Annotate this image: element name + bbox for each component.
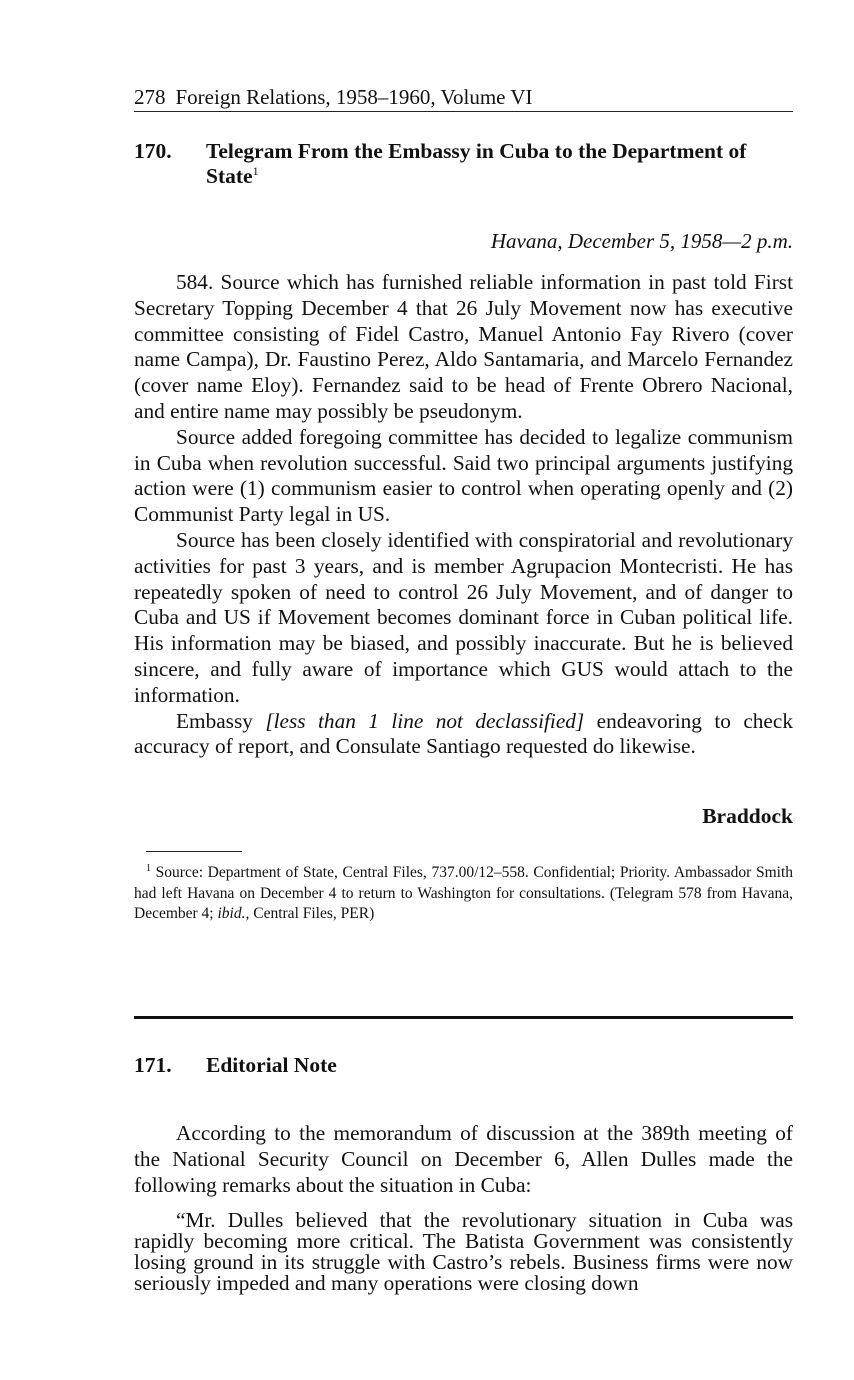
footnote-text: Source: Department of State, Central Files, 737.00/12–558. Confidential; Priority. Ambassador Smith had left Havana on December 4 to return to Washington for consultations. (Telegram 578 from Havana, December 4;: [134, 864, 794, 923]
paragraph: [134, 709, 793, 761]
page-number: 278: [134, 85, 166, 109]
document-number: 170.: [134, 139, 172, 163]
signature: Braddock: [702, 804, 793, 828]
volume-title: Foreign Relations, 1958–1960, Volume VI: [175, 85, 533, 109]
quotation: [134, 1210, 793, 1294]
paragraph-text: Embassy: [176, 708, 253, 733]
document-title: Editorial Note: [206, 1053, 337, 1077]
footnote: [134, 859, 793, 925]
paragraph: 584. Source which has furnished reliable information in past told First Secretary Topping December 4 that 26 July Movement now has executive committee consisting of Fidel Castro, Manuel Antonio Fay Rivero (cover name Campa), Dr. Faustino Perez, Aldo Santamaria, and Marcelo Fernandez (cover name Eloy). Fernandez said to be head of Frente Obrero Nacional, and entire name may possibly be pseudonym.: [134, 270, 793, 423]
section-divider: [134, 1016, 793, 1019]
dateline: Havana, December 5, 1958—2 p.m.: [490, 229, 793, 253]
footnote-ref: 1: [252, 163, 259, 178]
telegram-body: [134, 270, 793, 760]
footnote-text: , Central Files, PER): [245, 905, 375, 923]
running-head: [134, 84, 793, 112]
paragraph: Source added foregoing committee has decided to legalize communism in Cuba when revolution successful. Said two principal arguments justifying action were (1) communism easier to control when operating openly and (2) Communist Party legal in US.: [134, 424, 793, 527]
document-171-heading: [134, 1053, 793, 1078]
paragraph: According to the memorandum of discussion at the 389th meeting of the National Security Council on December 6, Allen Dulles made the following remarks about the situation in Cuba:: [134, 1121, 793, 1197]
footnote-marker: 1: [146, 863, 151, 874]
document-title-text: Telegram From the Embassy in Cuba to the Department of State: [206, 139, 747, 188]
editorial-note-body: [134, 1121, 793, 1198]
footnote-ibid: ibid.: [217, 905, 246, 923]
document-170-heading: [134, 139, 793, 189]
quote-paragraph: “Mr. Dulles believed that the revolutionary situation in Cuba was rapidly becoming more critical. The Batista Government was consistently losing ground in its struggle with Castro’s rebels. Business firms were now seriously impeded and many operations were closing down: [134, 1208, 793, 1295]
paragraph-text: endeavoring to check accuracy of report, and Consulate Santiago requested do likewise.: [134, 708, 793, 759]
redaction-note: [less than 1 line not declassified]: [265, 708, 585, 733]
footnote-rule: [146, 851, 242, 852]
document-number: 171.: [134, 1053, 172, 1077]
document-title: [206, 139, 793, 189]
paragraph: Source has been closely identified with conspiratorial and revolutionary activities for past 3 years, and is member Agrupacion Montecristi. He has repeatedly spoken of need to control 26 July Movement, and of danger to Cuba and US if Movement becomes dominant force in Cuban political life. His information may be biased, and possibly inaccurate. But he is believed sincere, and fully aware of importance which GUS would attach to the information.: [134, 527, 793, 707]
